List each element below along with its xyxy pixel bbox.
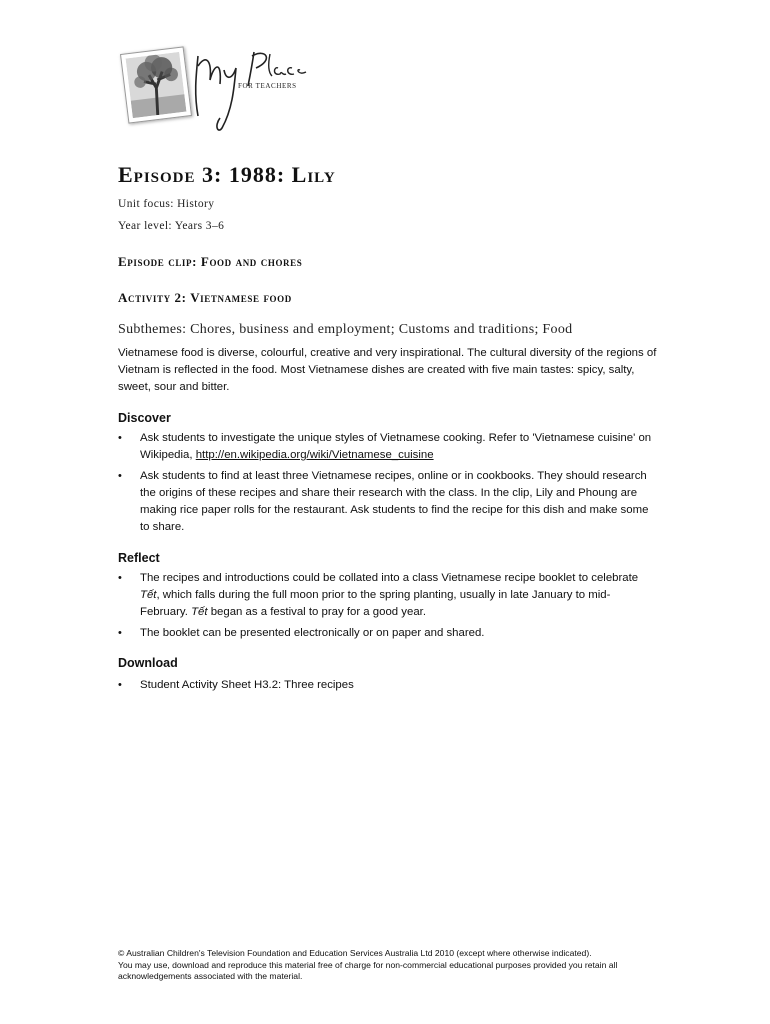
subthemes: Subthemes: Chores, business and employment; Customs and traditions; Food [118,322,573,337]
list-item: • Student Activity Sheet H3.2: Three recipes [118,677,658,694]
wikipedia-link[interactable]: http://en.wikipedia.org/wiki/Vietnamese_cuisine [195,449,434,461]
list-item [118,570,658,621]
reflect-text-a: The recipes and introductions could be collated into a class Vietnamese recipe booklet to celebrate [140,572,639,584]
footer-line-1: © Australian Children's Television Foundation and Education Services Australia Ltd 2010 (except where otherwise indicated). [118,948,592,958]
tet-term: Tết [140,589,157,601]
reflect-text-b: , which falls during the full moon prior to the spring planting, usually in late January to mid-February. [140,589,611,618]
activity-heading: Activity 2: Vietnamese food [118,290,292,305]
reflect-heading: Reflect [118,551,160,565]
list-item: • Ask students to find at least three Vietnamese recipes, online or in cookbooks. They should research the origins of these recipes and share their research with the class. In the clip, Lily and Phoung are making rice paper rolls for the restaurant. Ask students to find the recipe for this dish and make some to share. [118,468,658,536]
reflect-text-c: began as a festival to pray for a good year. [207,606,426,618]
my-place-logo [118,42,318,138]
page-title: Episode 3: 1988: Lily [118,162,336,187]
download-list [118,677,658,694]
footer-line-2: You may use, download and reproduce this material free of charge for non-commercial educational purposes provided you retain all acknowledgements associated with the material. [118,959,618,981]
tree-photo-icon [120,46,192,123]
episode-clip-heading: Episode clip: Food and chores [118,254,303,269]
discover-item-1-text: Ask students to investigate the unique styles of Vietnamese cooking. Refer to 'Vietnamese cuisine' on Wikipedia, [140,432,652,461]
tet-term: Tết [191,606,208,618]
discover-heading: Discover [118,411,171,425]
year-level: Year level: Years 3–6 [118,220,225,232]
intro-paragraph: Vietnamese food is diverse, colourful, creative and very inspirational. The cultural diversity of the regions of Vietnam is reflected in the food. Most Vietnamese dishes are created with five main tastes: spicy, salty, sweet, sour and bitter. [118,347,657,393]
reflect-list [118,570,658,642]
list-item [118,430,658,464]
list-item: • The booklet can be presented electronically or on paper and shared. [118,625,658,642]
unit-focus: Unit focus: History [118,198,215,210]
logo-tagline: FOR TEACHERS [238,82,297,90]
download-heading: Download [118,656,178,670]
discover-list [118,430,658,536]
copyright-footer [118,948,678,983]
